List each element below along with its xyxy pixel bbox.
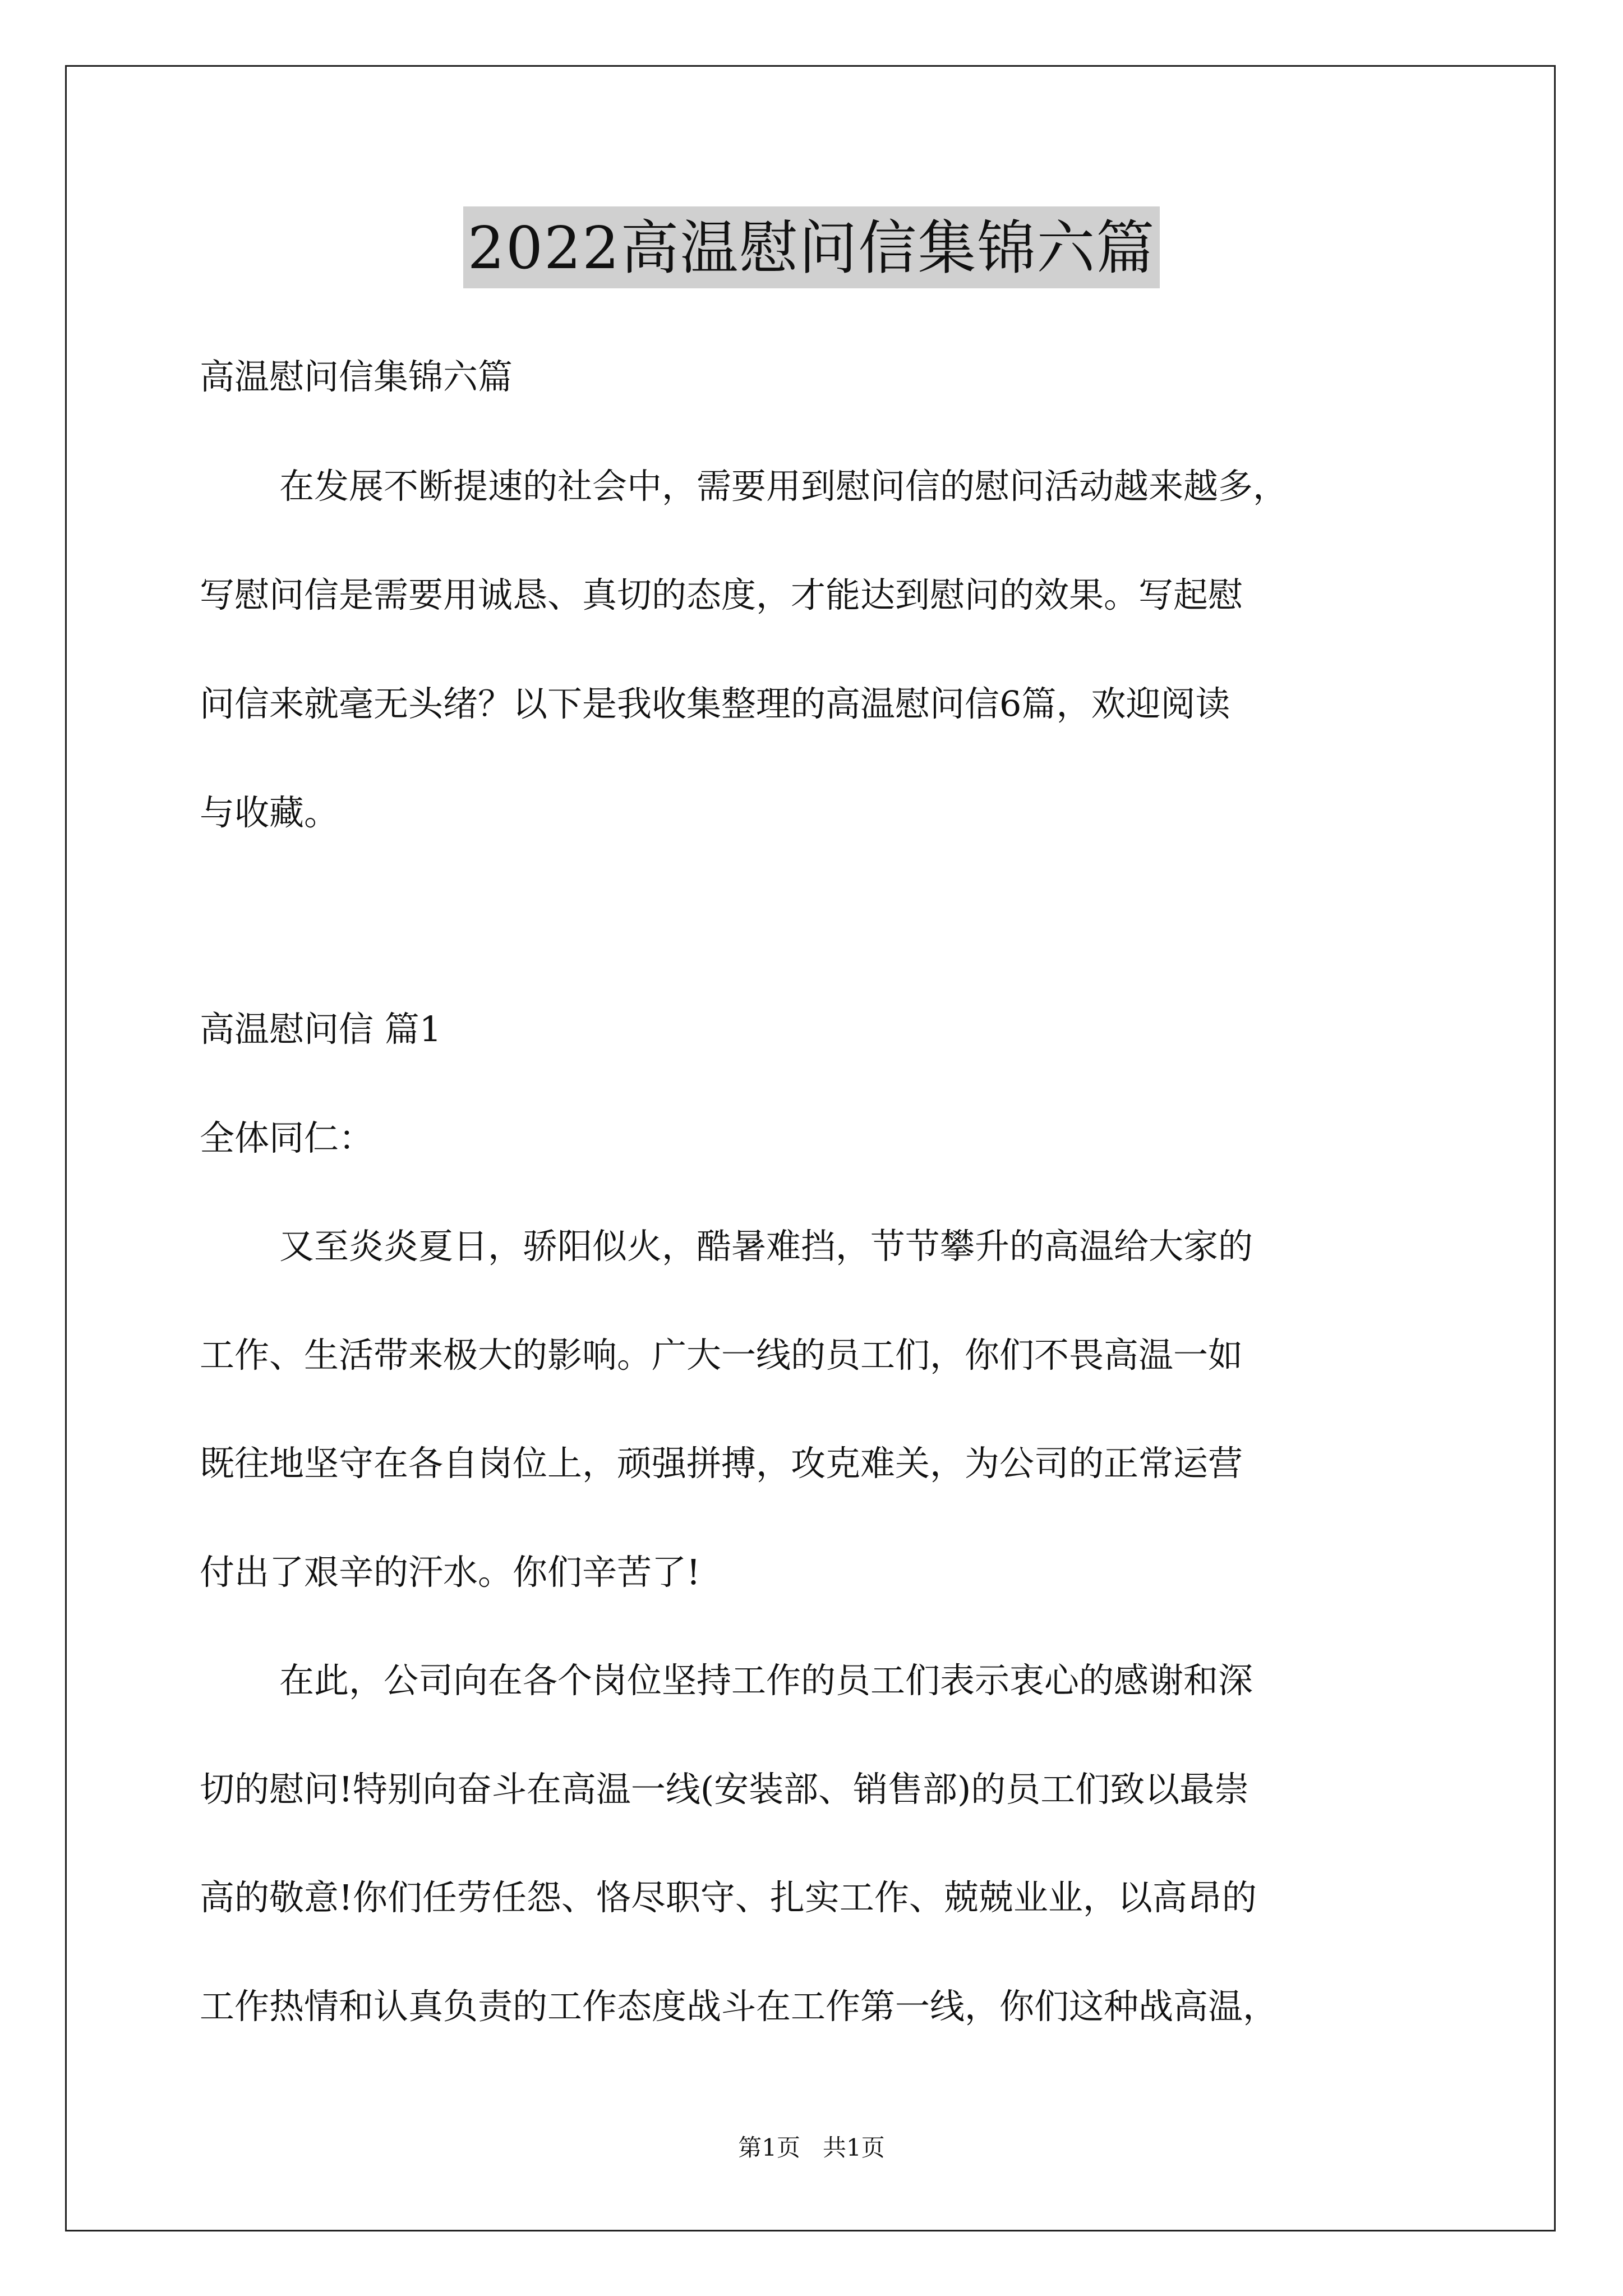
intro-line: 在发展不断提速的社会中，需要用到慰问信的慰问活动越来越多， [279, 466, 1288, 507]
paragraph-line: 工作、生活带来极大的影响。广大一线的员工们，你们不畏高温一如 [200, 1335, 1243, 1375]
paragraph-line: 高的敬意!你们任劳任怨、恪尽职守、扎实工作、兢兢业业，以高昂的 [200, 1877, 1257, 1918]
paragraph-line: 既往地坚守在各自岗位上，顽强拼搏，攻克难关，为公司的正常运营 [200, 1443, 1243, 1484]
paragraph-line: 付出了艰辛的汗水。你们辛苦了! [200, 1552, 700, 1593]
title-container [0, 206, 1623, 288]
section-heading: 高温慰问信 篇1 [200, 1009, 442, 1050]
intro-line: 问信来就毫无头绪？以下是我收集整理的高温慰问信6篇，欢迎阅读 [200, 683, 1230, 724]
paragraph-line: 又至炎炎夏日，骄阳似火，酷暑难挡，节节攀升的高温给大家的 [279, 1226, 1253, 1267]
salutation: 全体同仁： [200, 1117, 374, 1158]
document-subtitle: 高温慰问信集锦六篇 [200, 356, 513, 397]
intro-line: 与收藏。 [200, 792, 339, 833]
paragraph-line: 在此，公司向在各个岗位坚持工作的员工们表示衷心的感谢和深 [279, 1660, 1253, 1701]
paragraph-line: 切的慰问!特别向奋斗在高温一线(安装部、销售部)的员工们致以最崇 [200, 1769, 1249, 1810]
page-footer: 第1页 共1页 [738, 2134, 885, 2161]
intro-line: 写慰问信是需要用诚恳、真切的态度，才能达到慰问的效果。写起慰 [200, 574, 1243, 615]
document-title: 2022高温慰问信集锦六篇 [463, 206, 1160, 288]
paragraph-line: 工作热情和认真负责的工作态度战斗在工作第一线，你们这种战高温， [200, 1986, 1278, 2027]
